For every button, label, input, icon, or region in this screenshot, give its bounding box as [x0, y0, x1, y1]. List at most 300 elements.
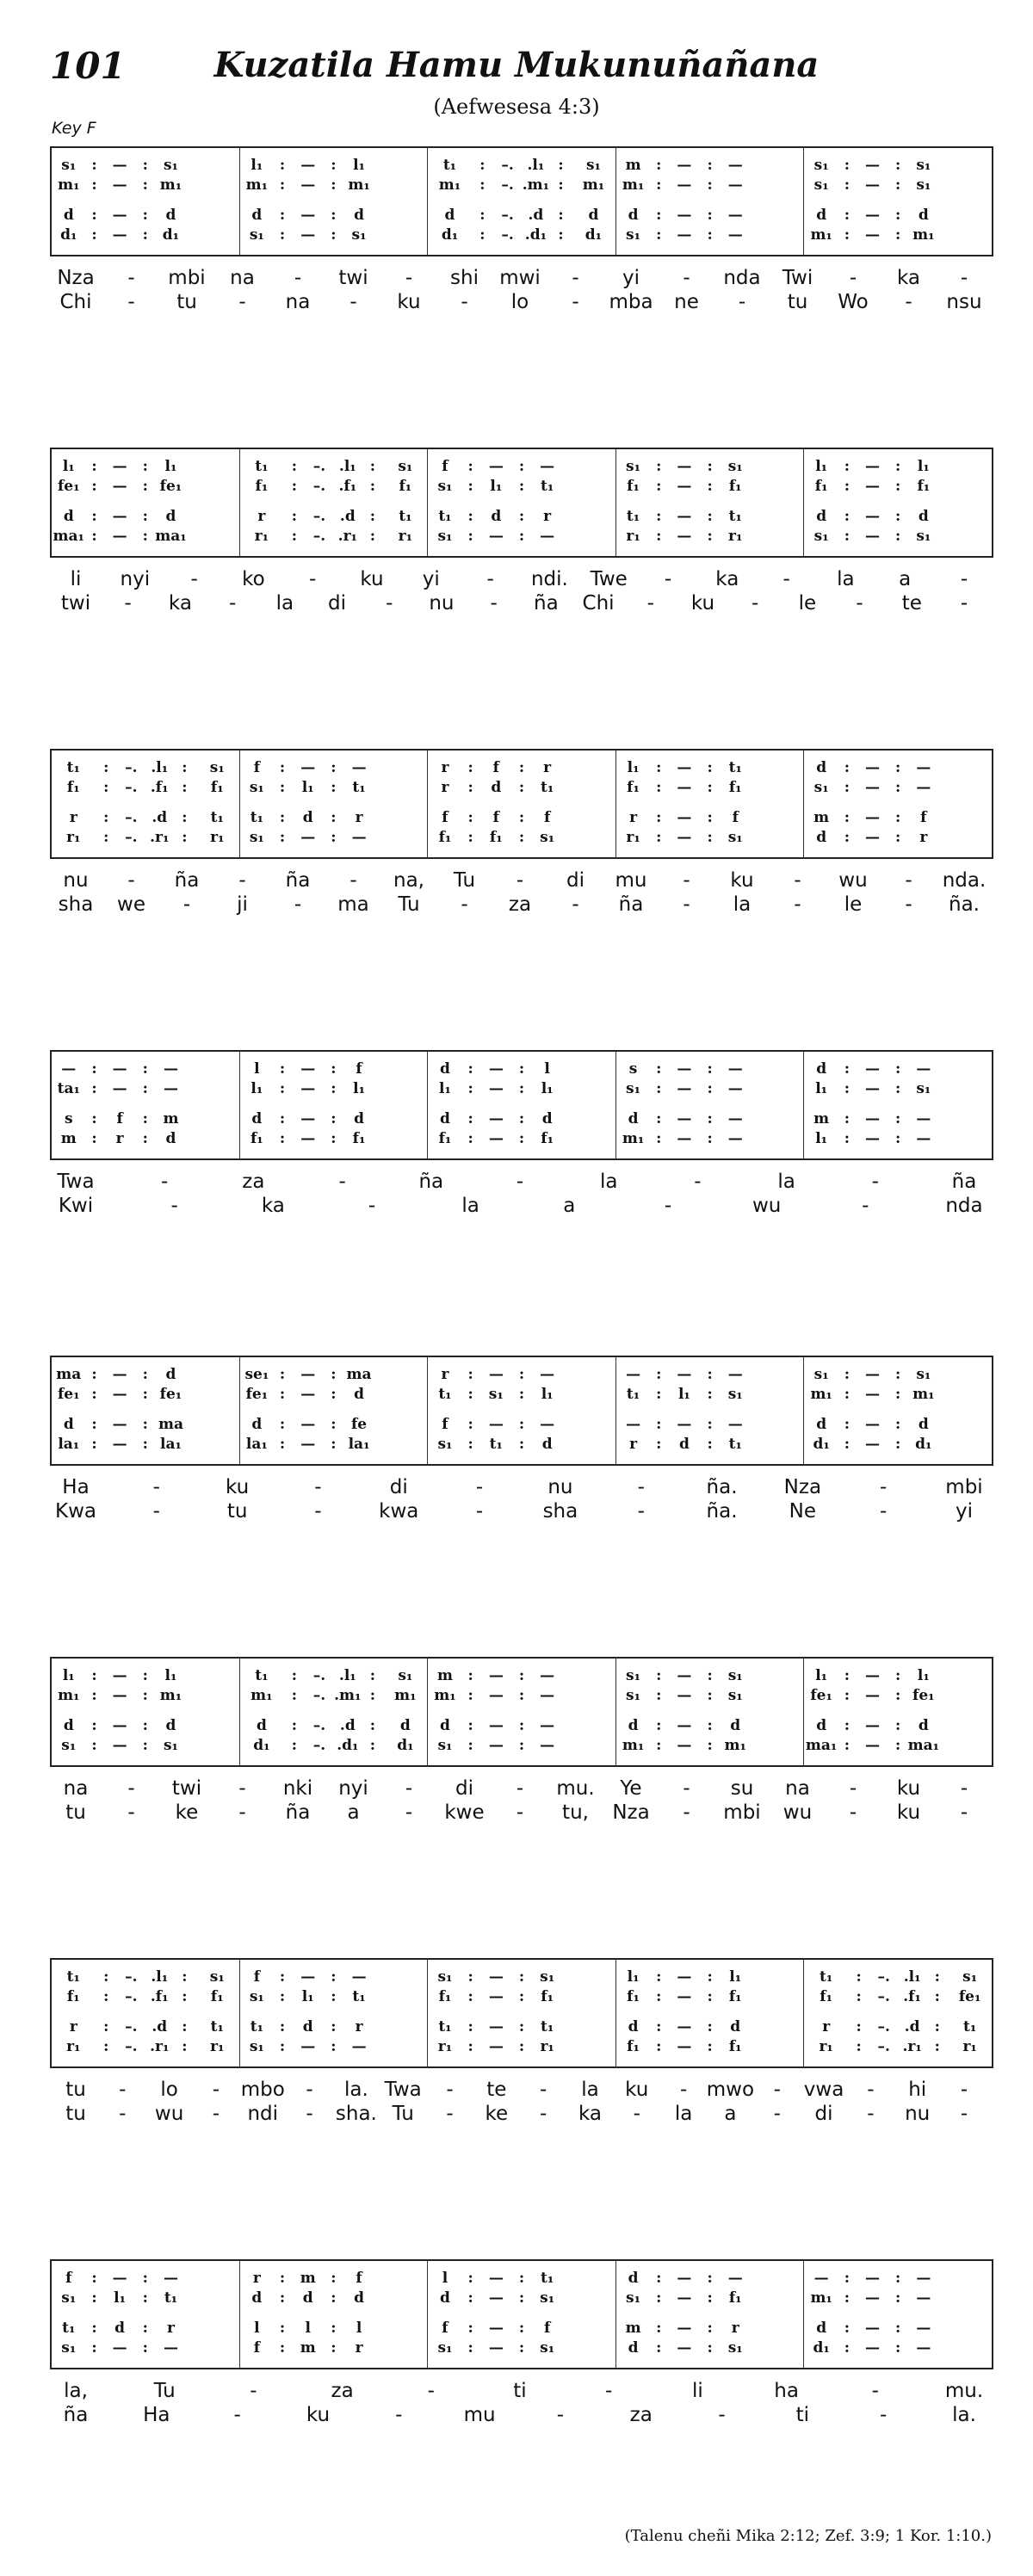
- solfa-note: :: [142, 2270, 148, 2287]
- lyric-line-1: [50, 568, 992, 592]
- lyric-syllable: ku: [360, 568, 384, 590]
- solfa-note: :: [331, 1416, 337, 1433]
- lyric-syllable: shi: [450, 267, 479, 289]
- measure: [616, 449, 805, 556]
- solfa-note: d: [816, 508, 827, 525]
- solfa-note: :: [656, 1080, 662, 1097]
- voice-part-row: [616, 155, 804, 176]
- voice-part-row: [240, 1384, 428, 1405]
- solfa-note: :: [91, 1130, 97, 1147]
- solfa-note: :: [182, 1988, 188, 2005]
- solfa-note: l₁: [164, 1667, 177, 1684]
- voice-part-row: [804, 807, 992, 828]
- solfa-note: :: [142, 2320, 148, 2337]
- solfa-note: :: [182, 829, 188, 846]
- solfa-note: d: [541, 1110, 553, 1127]
- voice-part-row: [616, 2288, 804, 2308]
- lyric-syllable: Twe: [590, 568, 628, 590]
- solfa-note: :: [656, 2289, 662, 2307]
- solfa-note: :: [934, 2038, 940, 2055]
- solfa-note: :: [369, 458, 376, 475]
- syllable-hyphen: -: [190, 568, 198, 590]
- voice-part-row: [804, 2338, 992, 2358]
- solfa-note: d: [730, 1717, 741, 1734]
- solfa-note: :: [656, 1717, 662, 1734]
- solfa-note: d₁: [441, 226, 459, 244]
- voice-part-row: [616, 225, 804, 245]
- solfa-note: —: [540, 1667, 555, 1684]
- solfa-note: s₁: [626, 2289, 641, 2307]
- solfa-note: :: [91, 1386, 97, 1403]
- syllable-hyphen: -: [871, 1171, 879, 1193]
- solfa-note: :: [518, 1687, 525, 1704]
- solfa-note: —: [916, 2289, 931, 2307]
- solfa-note: —: [865, 829, 880, 846]
- measure: [428, 1357, 616, 1464]
- measure: [428, 2261, 616, 2368]
- syllable-hyphen: -: [516, 869, 524, 892]
- voice-part-row: [428, 1109, 615, 1129]
- syllable-hyphen: -: [294, 893, 302, 916]
- solfa-note: d: [165, 508, 176, 525]
- solfa-note: d: [628, 1717, 639, 1734]
- tonic-solfa-staff: [50, 146, 993, 256]
- syllable-hyphen: -: [427, 2380, 435, 2402]
- solfa-note: m₁: [810, 2289, 832, 2307]
- voice-part-row: [804, 1434, 992, 1455]
- solfa-note: :: [895, 2270, 901, 2287]
- solfa-note: :: [479, 176, 486, 194]
- solfa-note: r: [822, 2018, 831, 2035]
- solfa-note: f₁: [627, 779, 640, 796]
- lyric-syllable: ti: [795, 2404, 810, 2426]
- lyric-syllable: li: [692, 2380, 703, 2402]
- lyrics-block: [50, 1476, 992, 1524]
- solfa-note: :: [467, 1386, 473, 1403]
- solfa-note: :: [895, 1416, 901, 1433]
- solfa-note: :: [895, 809, 901, 826]
- solfa-note: :: [518, 1737, 525, 1754]
- solfa-note: —: [488, 1667, 504, 1684]
- syllable-hyphen: -: [960, 1777, 968, 1800]
- solfa-note: s₁: [437, 478, 453, 495]
- solfa-note: —: [300, 829, 316, 846]
- solfa-note: :: [844, 176, 850, 194]
- solfa-note: :: [91, 1717, 97, 1734]
- solfa-note: —: [865, 1416, 880, 1433]
- solfa-note: f₁: [728, 478, 742, 495]
- solfa-note: f: [356, 2270, 362, 2287]
- tonic-solfa-staff: [50, 1958, 993, 2068]
- solfa-note: ma₁: [53, 528, 84, 545]
- voice-part-row: [804, 1414, 992, 1435]
- solfa-note: :: [91, 1687, 97, 1704]
- solfa-note: –.: [312, 478, 326, 495]
- measure: [52, 1960, 240, 2066]
- solfa-note: ma: [56, 1366, 82, 1383]
- lyric-line-2: [50, 1195, 992, 1219]
- voice-part-row: [240, 2288, 428, 2308]
- lyric-syllable: di: [566, 869, 585, 892]
- lyric-line-2: [50, 1801, 992, 1825]
- solfa-note: s: [64, 1110, 73, 1127]
- lyric-syllable: mu.: [944, 2380, 984, 2402]
- solfa-note: —: [727, 1366, 743, 1383]
- solfa-note: :: [479, 157, 486, 174]
- voice-part-row: [240, 175, 428, 195]
- lyric-syllable: yi: [622, 267, 640, 289]
- solfa-note: :: [656, 226, 662, 244]
- syllable-hyphen: -: [540, 2103, 547, 2125]
- solfa-note: f: [732, 809, 739, 826]
- solfa-note: :: [707, 809, 713, 826]
- solfa-note: :: [291, 1737, 297, 1754]
- solfa-note: ma₁: [155, 528, 187, 545]
- lyric-syllable: mbo: [240, 2079, 285, 2101]
- lyrics-block: [50, 2380, 992, 2428]
- solfa-note: :: [656, 1968, 662, 1986]
- solfa-note: t₁: [250, 2018, 264, 2035]
- solfa-note: :: [279, 1968, 286, 1986]
- solfa-note: :: [656, 157, 662, 174]
- solfa-note: :: [656, 2339, 662, 2357]
- solfa-note: —: [916, 2320, 931, 2337]
- lyric-syllable: di: [455, 1777, 473, 1800]
- solfa-note: r: [441, 759, 449, 776]
- lyric-syllable: ti: [513, 2380, 527, 2402]
- voice-part-row: [240, 2036, 428, 2057]
- solfa-note: :: [331, 1110, 337, 1127]
- solfa-note: :: [656, 1110, 662, 1127]
- syllable-hyphen: -: [960, 2079, 968, 2101]
- solfa-note: f₁: [352, 1130, 366, 1147]
- lyric-syllable: ma: [337, 893, 369, 916]
- solfa-note: :: [707, 1366, 713, 1383]
- solfa-note: —: [865, 1667, 880, 1684]
- solfa-note: fe₁: [57, 478, 80, 495]
- syllable-hyphen: -: [679, 2079, 688, 2101]
- solfa-note: :: [91, 1110, 97, 1127]
- solfa-note: l₁: [490, 478, 503, 495]
- solfa-note: :: [331, 2320, 337, 2337]
- solfa-note: :: [844, 226, 850, 244]
- solfa-note: :: [707, 2320, 713, 2337]
- voice-part-row: [240, 827, 428, 848]
- voice-part-row: [240, 2318, 428, 2338]
- measure: [52, 751, 240, 857]
- solfa-note: :: [467, 2339, 473, 2357]
- syllable-hyphen: -: [905, 291, 912, 313]
- voice-part-row: [240, 1109, 428, 1129]
- solfa-note: :: [91, 2320, 97, 2337]
- hymn-number: 101: [50, 45, 126, 87]
- solfa-note: l: [254, 1060, 260, 1078]
- solfa-note: f: [116, 1110, 123, 1127]
- voice-part-row: [428, 1434, 615, 1455]
- solfa-note: :: [467, 1667, 473, 1684]
- solfa-note: —: [916, 1130, 931, 1147]
- voice-part-row: [240, 1364, 428, 1385]
- solfa-note: :: [707, 528, 713, 545]
- voice-part-row: [240, 1735, 428, 1756]
- solfa-note: d: [256, 1717, 267, 1734]
- solfa-note: :: [467, 779, 473, 796]
- voice-part-row: [240, 2017, 428, 2037]
- measure: [428, 449, 616, 556]
- solfa-note: :: [707, 226, 713, 244]
- solfa-note: —: [677, 759, 692, 776]
- lyric-syllable: ña.: [706, 1500, 738, 1523]
- lyric-line-1: [50, 267, 992, 291]
- solfa-note: d: [628, 2270, 639, 2287]
- voice-part-row: [52, 2318, 239, 2338]
- lyric-syllable: ku: [896, 1777, 921, 1800]
- solfa-note: s₁: [540, 2289, 555, 2307]
- voice-part-row: [804, 1665, 992, 1686]
- voice-part-row: [52, 777, 239, 798]
- voice-part-row: [616, 1665, 804, 1686]
- solfa-note: —: [488, 1968, 504, 1986]
- syllable-hyphen: -: [960, 267, 968, 289]
- solfa-note: :: [291, 458, 297, 475]
- solfa-note: :: [142, 1737, 148, 1754]
- solfa-note: —: [727, 1080, 743, 1097]
- solfa-note: :: [142, 1110, 148, 1127]
- solfa-note: d: [816, 1717, 827, 1734]
- solfa-note: f₁: [250, 1130, 263, 1147]
- solfa-note: :: [895, 1737, 901, 1754]
- solfa-note: :: [331, 1988, 337, 2005]
- solfa-note: s₁: [437, 528, 453, 545]
- solfa-note: s₁: [61, 2289, 77, 2307]
- lyric-line-2: [50, 2404, 992, 2428]
- solfa-note: r₁: [210, 2038, 225, 2055]
- solfa-note: s₁: [488, 1386, 504, 1403]
- solfa-note: t₁: [438, 1386, 452, 1403]
- lyric-syllable: mu: [615, 869, 647, 892]
- measure: [804, 2261, 992, 2368]
- solfa-note: —: [300, 1130, 316, 1147]
- scripture-reference: (Aefwesesa 4:3): [433, 95, 600, 119]
- solfa-note: :: [142, 1366, 148, 1383]
- solfa-note: :: [707, 1737, 713, 1754]
- solfa-note: m₁: [622, 176, 645, 194]
- lyric-syllable: ndi.: [530, 568, 568, 590]
- solfa-note: :: [895, 2320, 901, 2337]
- lyric-line-1: [50, 869, 992, 893]
- syllable-hyphen: -: [212, 2103, 220, 2125]
- solfa-note: ma₁: [805, 1737, 838, 1754]
- solfa-note: :: [369, 1717, 376, 1734]
- solfa-note: —: [677, 1130, 692, 1147]
- solfa-note: :: [707, 2339, 713, 2357]
- solfa-note: s₁: [437, 1968, 453, 1986]
- solfa-note: r₁: [398, 528, 413, 545]
- voice-part-row: [52, 476, 239, 497]
- solfa-note: m₁: [582, 176, 605, 194]
- solfa-note: –.: [125, 759, 138, 776]
- solfa-note: :: [182, 2038, 188, 2055]
- lyric-syllable: la: [461, 1195, 479, 1217]
- solfa-note: —: [865, 759, 880, 776]
- lyric-syllable: nda: [723, 267, 761, 289]
- solfa-note: m: [60, 1130, 77, 1147]
- voice-part-row: [52, 175, 239, 195]
- solfa-note: :: [844, 1737, 850, 1754]
- solfa-note: —: [865, 1110, 880, 1127]
- syllable-hyphen: -: [871, 2380, 879, 2402]
- voice-part-row: [616, 807, 804, 828]
- lyric-syllable: ña: [285, 1801, 311, 1824]
- solfa-note: :: [331, 829, 337, 846]
- measure: [804, 1960, 992, 2066]
- syllable-hyphen: -: [395, 2404, 403, 2426]
- syllable-hyphen: -: [880, 2404, 888, 2426]
- solfa-note: fe₁: [245, 1386, 269, 1403]
- solfa-note: :: [279, 176, 286, 194]
- voice-part-row: [240, 757, 428, 778]
- tonic-solfa-staff: [50, 448, 993, 558]
- solfa-note: :: [844, 2270, 850, 2287]
- voice-part-row: [240, 777, 428, 798]
- solfa-note: –.: [125, 1968, 138, 1986]
- solfa-note: –.: [125, 779, 138, 796]
- solfa-note: :: [279, 226, 286, 244]
- solfa-note: :: [91, 1737, 97, 1754]
- solfa-note: r: [629, 809, 638, 826]
- solfa-note: f₁: [489, 829, 503, 846]
- solfa-note: t₁: [66, 1968, 80, 1986]
- solfa-note: —: [865, 1687, 880, 1704]
- syllable-hyphen: -: [849, 267, 857, 289]
- solfa-note: —: [488, 1130, 504, 1147]
- solfa-note: :: [895, 528, 901, 545]
- measure: [616, 1357, 805, 1464]
- syllable-hyphen: -: [773, 2079, 781, 2101]
- solfa-note: :: [467, 809, 473, 826]
- solfa-note: :: [467, 1130, 473, 1147]
- lyric-syllable: ne: [674, 291, 699, 313]
- voice-part-row: [52, 1078, 239, 1099]
- solfa-note: —: [112, 1386, 127, 1403]
- solfa-note: —: [488, 2018, 504, 2035]
- solfa-note: :: [279, 829, 286, 846]
- solfa-note: f: [253, 2339, 261, 2357]
- solfa-note: —: [300, 2038, 316, 2055]
- solfa-note: :: [91, 1436, 97, 1453]
- solfa-note: :: [103, 1968, 109, 1986]
- lyric-syllable: ku: [306, 2404, 331, 2426]
- solfa-note: —: [488, 1366, 504, 1383]
- solfa-note: :: [91, 2289, 97, 2307]
- syllable-hyphen: -: [646, 592, 654, 615]
- solfa-note: f₁: [728, 1988, 742, 2005]
- measure: [616, 148, 805, 255]
- solfa-note: :: [142, 157, 148, 174]
- solfa-note: s₁: [916, 528, 931, 545]
- lyric-syllable: nki: [282, 1777, 313, 1800]
- syllable-hyphen: -: [794, 893, 801, 916]
- solfa-note: :: [656, 508, 662, 525]
- solfa-note: s₁: [916, 176, 931, 194]
- measure: [804, 751, 992, 857]
- lyric-syllable: nu: [63, 869, 89, 892]
- lyric-syllable: za: [331, 2380, 354, 2402]
- solfa-note: —: [865, 478, 880, 495]
- solfa-note: d: [918, 1717, 929, 1734]
- solfa-note: :: [558, 207, 564, 224]
- lyric-syllable: za: [242, 1171, 265, 1193]
- solfa-note: —: [540, 1737, 555, 1754]
- solfa-note: —: [540, 528, 555, 545]
- solfa-note: :: [279, 2320, 286, 2337]
- solfa-note: —: [488, 1110, 504, 1127]
- solfa-note: s₁: [727, 829, 743, 846]
- lyrics-block: [50, 869, 992, 917]
- lyric-line-1: [50, 1476, 992, 1500]
- voice-part-row: [428, 1986, 615, 2007]
- solfa-note: .r₁: [150, 829, 170, 846]
- solfa-note: f: [253, 1968, 261, 1986]
- solfa-note: :: [895, 478, 901, 495]
- solfa-note: :: [844, 2339, 850, 2357]
- solfa-note: f₁: [438, 829, 452, 846]
- voice-part-row: [240, 1434, 428, 1455]
- lyric-syllable: tu: [176, 291, 197, 313]
- solfa-note: .f₁: [903, 1988, 921, 2005]
- measure: [428, 1659, 616, 1765]
- syllable-hyphen: -: [475, 1476, 484, 1498]
- solfa-note: :: [142, 1060, 148, 1078]
- solfa-note: –.: [312, 1717, 326, 1734]
- solfa-note: s₁: [626, 226, 641, 244]
- solfa-note: —: [677, 1080, 692, 1097]
- solfa-note: :: [279, 1386, 286, 1403]
- solfa-note: la₁: [58, 1436, 80, 1453]
- tonic-solfa-staff: [50, 1657, 993, 1767]
- solfa-note: d₁: [397, 1737, 414, 1754]
- solfa-note: :: [331, 2289, 337, 2307]
- syllable-hyphen: -: [516, 1171, 524, 1193]
- lyric-syllable: mbi: [168, 267, 206, 289]
- solfa-note: .l₁: [151, 759, 169, 776]
- syllable-hyphen: -: [683, 893, 690, 916]
- lyric-syllable: la,: [64, 2380, 88, 2402]
- solfa-note: :: [467, 1968, 473, 1986]
- solfa-note: r: [252, 2270, 261, 2287]
- solfa-note: :: [895, 508, 901, 525]
- solfa-note: l₁: [301, 1988, 314, 2005]
- voice-part-row: [428, 2338, 615, 2358]
- solfa-note: fe₁: [958, 1988, 981, 2005]
- solfa-note: —: [540, 458, 555, 475]
- voice-part-row: [428, 2318, 615, 2338]
- voice-part-row: [52, 1414, 239, 1435]
- solfa-note: :: [142, 1416, 148, 1433]
- solfa-note: —: [677, 508, 692, 525]
- solfa-note: t₁: [442, 157, 457, 174]
- solfa-note: :: [895, 157, 901, 174]
- solfa-note: –.: [125, 2038, 138, 2055]
- voice-part-row: [804, 777, 992, 798]
- solfa-note: :: [91, 157, 97, 174]
- syllable-hyphen: -: [960, 2103, 968, 2125]
- solfa-note: :: [707, 176, 713, 194]
- solfa-note: d: [541, 1436, 553, 1453]
- solfa-note: ma: [158, 1416, 183, 1433]
- syllable-hyphen: -: [694, 1171, 702, 1193]
- syllable-hyphen: -: [238, 869, 246, 892]
